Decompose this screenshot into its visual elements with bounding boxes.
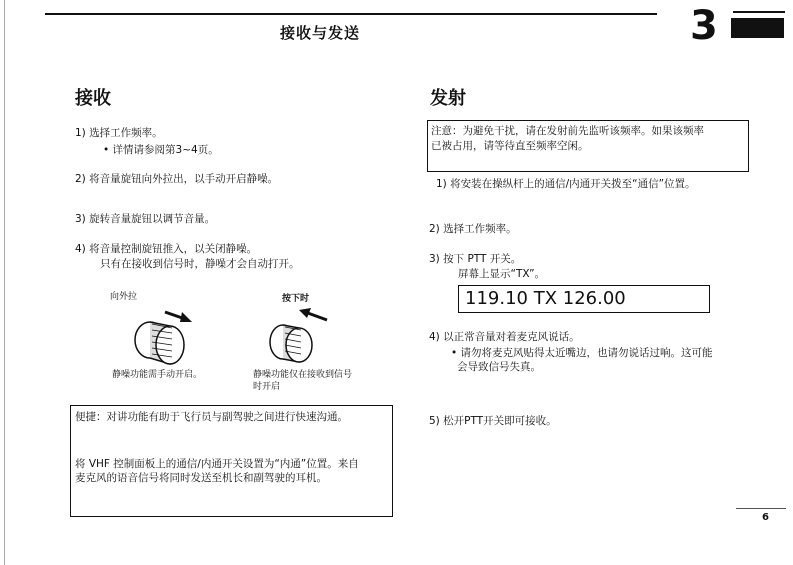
receive-step-4-note: 只有在接收到信号时，静噪才会自动打开。 <box>100 258 300 270</box>
tip-line-2: 将 VHF 控制面板上的通信/内通开关设置为“内通”位置。来自 <box>75 458 359 470</box>
header-rule <box>45 13 657 15</box>
receive-heading: 接收 <box>75 88 111 109</box>
receive-step-3: 3) 旋转音量旋钮以调节音量。 <box>75 213 216 225</box>
transmit-step-5: 5) 松开PTT开关即可接收。 <box>429 415 557 427</box>
receive-step-1: 1) 选择工作频率。 <box>75 127 163 139</box>
transmit-step-3-note: 屏幕上显示“TX”。 <box>458 268 546 280</box>
receive-step-1-note: • 详情请参阅第3~4页。 <box>103 144 219 156</box>
scan-edge <box>4 0 5 565</box>
knob-pull-illustration <box>130 300 210 370</box>
knob-push-illustration <box>265 300 345 370</box>
transmit-step-3: 3) 按下 PTT 开关。 <box>429 253 522 265</box>
knob-push-caption-1: 静噪功能仅在接收到信号 <box>253 370 353 380</box>
page-title: 接收与发送 <box>280 24 361 42</box>
caution-line-1: 注意：为避免干扰，请在发射前先监听该频率。如果该频率 <box>431 125 704 137</box>
arrow-left-icon <box>299 308 327 320</box>
transmit-step-1: 1) 将安装在操纵杆上的通信/内通开关拨至“通信”位置。 <box>436 178 696 190</box>
chapter-tab <box>731 18 784 38</box>
footer-rule <box>736 508 786 509</box>
knob-push-label: 按下时 <box>282 294 310 304</box>
chapter-number: 3 <box>690 3 718 49</box>
knob-pull-icon <box>135 322 184 364</box>
transmit-step-4-note-2: 会导致信号失真。 <box>457 361 541 373</box>
transmit-heading: 发射 <box>430 88 466 109</box>
transmit-step-4-note-1: • 请勿将麦克风贴得太近嘴边，也请勿说话过响。这可能 <box>451 347 713 359</box>
knob-pull-label: 向外拉 <box>110 292 138 302</box>
tip-line-1: 便捷：对讲功能有助于飞行员与副驾驶之间进行快速沟通。 <box>75 411 348 423</box>
header-rule-right <box>733 11 785 13</box>
knob-push-caption-2: 时开启 <box>253 382 281 392</box>
knob-push-icon <box>270 325 312 362</box>
receive-step-2: 2) 将音量旋钮向外拉出，以手动开启静噪。 <box>75 173 279 185</box>
knob-pull-caption: 静噪功能需手动开启。 <box>112 370 203 380</box>
caution-line-2: 已被占用，请等待直至频率空闲。 <box>431 140 589 152</box>
transmit-step-2: 2) 选择工作频率。 <box>429 223 517 235</box>
receive-step-4: 4) 将音量控制旋钮推入，以关闭静噪。 <box>75 243 258 255</box>
tip-line-3: 麦克风的语音信号将同时发送至机长和副驾驶的耳机。 <box>75 472 327 484</box>
page-number: 6 <box>762 512 769 523</box>
frequency-display: 119.10 TX 126.00 <box>458 285 710 313</box>
arrow-right-icon <box>165 312 192 322</box>
transmit-step-4: 4) 以正常音量对着麦克风说话。 <box>429 331 580 343</box>
